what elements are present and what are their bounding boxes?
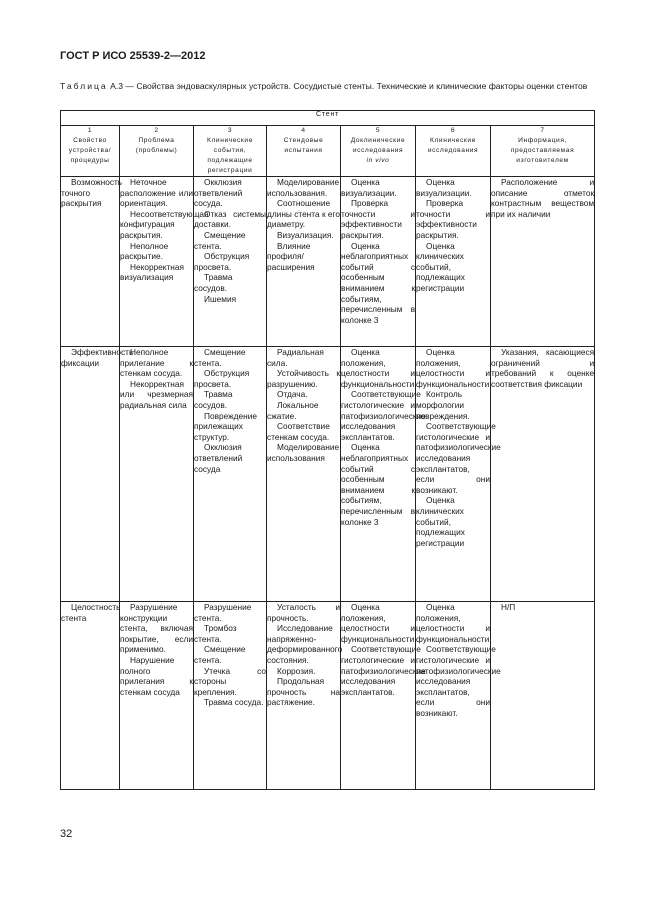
cell-paragraph: Проверка точности и эффективности раскрытия. [341, 198, 415, 240]
cell-paragraph: Обструкция просвета. [194, 251, 250, 272]
table-cell [491, 347, 595, 602]
group-header-stent: Стент [61, 111, 595, 126]
cell-paragraph: Разрушение конструкции стента, включая покрытие, если применимо. [120, 602, 193, 655]
column-title: Стендовые испытания [283, 137, 324, 154]
cell-paragraph: Травма сосудов. [194, 389, 233, 410]
cell-paragraph: Эффективность фиксации [61, 347, 134, 368]
column-title: Проблема (проблемы) [135, 137, 178, 154]
cell-paragraph: Указания, касающиеся ограничений и требований к оценке соответствия фиксации [491, 347, 595, 389]
cell-paragraph: Некорректная визуализация [120, 261, 184, 283]
cell-paragraph: Обструкция просвета. [194, 368, 250, 389]
table-cell [120, 602, 194, 790]
column-title: Клинические события, подлежащие регистрации [207, 137, 253, 174]
column-header [267, 126, 341, 177]
cell-paragraph: Оценка положения, целостности и функциональности. [341, 347, 417, 389]
caption-label: Таблица [60, 81, 108, 91]
cell-paragraph: Влияние профиля/ расширения [267, 240, 315, 272]
cell-paragraph: Локальное сжатие. [267, 399, 319, 421]
cell-paragraph: Смещение стента. [194, 644, 246, 665]
cell-paragraph: Целостность стента [61, 602, 121, 623]
document-header: ГОСТ Р ИСО 25539-2—2012 [60, 50, 206, 62]
table-row [61, 177, 595, 347]
table-cell [491, 602, 595, 790]
column-title: Свойство устройства/ процедуры [68, 137, 112, 164]
cell-paragraph: Окклюзия ответвлений сосуда. [194, 177, 243, 209]
column-title: Клинические исследования [427, 137, 479, 154]
cell-paragraph: Оценка клинических событий, подлежащих регистрации [416, 495, 465, 548]
column-header [61, 126, 120, 177]
cell-paragraph: Отказ системы доставки. [194, 208, 266, 230]
table-cell [194, 177, 267, 347]
table-cell [341, 347, 426, 602]
cell-paragraph: Смещение стента. [194, 229, 246, 251]
column-header [341, 126, 416, 177]
table-cell [61, 347, 134, 602]
cell-paragraph: Усталость и прочность. [267, 602, 340, 623]
cell-paragraph: Продольная прочность на растяжение. [267, 676, 340, 708]
column-number: 3 [227, 127, 233, 134]
cell-paragraph: Неполное прилегание к стенкам сосуда. [120, 347, 193, 379]
column-header-row [61, 126, 595, 177]
cell-paragraph: Отдача. [277, 389, 308, 400]
table-cell [416, 602, 501, 790]
column-header [120, 126, 194, 177]
cell-paragraph: Моделирование использования [267, 442, 340, 463]
cell-paragraph: Проверка точности и эффективности раскрытия. [416, 198, 490, 240]
cell-paragraph: Оценка визуализации. [341, 177, 397, 198]
table-cell [416, 347, 501, 602]
cell-paragraph: Оценка положения, целостности и функциональности. [416, 602, 492, 644]
cell-paragraph: Разрушение стента. [194, 602, 252, 623]
column-header [194, 126, 267, 177]
cell-paragraph: Оценка визуализации. [416, 177, 472, 198]
cell-paragraph: Моделирование использования. [267, 177, 340, 198]
cell-paragraph: Некорректная или чрезмерная радиальная сила [120, 378, 193, 410]
cell-paragraph: Соответствующие гистологические и патофизиологические исследования эксплантатов, если они возникают. [416, 421, 501, 495]
table-cell [120, 177, 209, 347]
cell-paragraph: Тромбоз стента. [194, 623, 237, 644]
column-number: 7 [540, 127, 545, 134]
cell-paragraph: Контроль морфологии повреждения. [416, 389, 470, 421]
cell-paragraph: Несоответствующая конфигурация раскрытия. [120, 208, 209, 240]
cell-paragraph: Оценка неблагоприятных событий с особенным вниманием к событиям, перечисленным в колонке 3 [341, 240, 415, 325]
column-title-italic: in vivo [366, 157, 390, 164]
cell-paragraph: Возможность точного раскрытия [61, 177, 123, 209]
cell-paragraph: Расположение и описание отметок контрастным веществом при их наличии [491, 177, 595, 219]
page-number: 32 [60, 828, 73, 840]
column-header [491, 126, 595, 177]
cell-paragraph: Радиальная сила. [267, 347, 324, 368]
column-title: Доклинические исследования [350, 137, 406, 154]
column-title: Информация, предоставляемая изготовителем [510, 137, 575, 164]
cell-paragraph: Визуализация. [277, 229, 334, 240]
cell-paragraph: Ишемия [204, 293, 237, 304]
cell-paragraph: Н/П [501, 602, 516, 612]
table-row [61, 347, 595, 602]
cell-paragraph: Травма сосуда. [204, 697, 264, 708]
table-caption [60, 80, 595, 92]
cell-paragraph: Устойчивость к разрушению. [267, 368, 340, 389]
cell-paragraph: Травма сосудов. [194, 272, 233, 293]
table-cell [341, 177, 416, 347]
cell-paragraph: Исследование напряженно-деформированного состояния. [267, 623, 343, 665]
cell-paragraph: Соотношение длины стента к его диаметру. [267, 198, 340, 230]
cell-paragraph: Оценка неблагоприятных событий с особенным вниманием к событиям, перечисленным в колонке 3 [341, 442, 415, 527]
column-number: 5 [375, 127, 381, 134]
cell-paragraph: Повреждение прилежащих структур. [194, 410, 257, 442]
table-cell [194, 602, 267, 790]
cell-paragraph: Оценка положения, целостности и функциональности. [416, 347, 492, 389]
cell-paragraph: Окклюзия ответвлений сосуда [194, 442, 243, 474]
table-cell [267, 602, 341, 790]
caption-text: А.3 — Свойства эндоваскулярных устройств. Сосудистые стенты. Технические и клинические факторы оценки стентов [107, 81, 588, 91]
cell-paragraph: Оценка клинических событий, подлежащих регистрации [416, 240, 465, 293]
table-cell [194, 347, 267, 602]
cell-paragraph: Соответствующие гистологические и патофизиологические исследования эксплантатов. [341, 644, 426, 697]
column-number: 1 [87, 127, 93, 134]
column-header [416, 126, 491, 177]
column-number: 6 [450, 127, 456, 134]
cell-paragraph: Коррозия. [277, 665, 316, 676]
table-cell [120, 347, 194, 602]
column-number: 4 [301, 127, 306, 134]
cell-paragraph: Неточное расположение или ориентация. [120, 177, 193, 209]
cell-paragraph: Нарушение полного прилегания к стенкам сосуда [120, 654, 193, 697]
table-cell [61, 602, 120, 790]
table-row [61, 602, 595, 790]
cell-paragraph: Смещение стента. [194, 347, 246, 368]
table-cell [491, 177, 595, 347]
table-cell [267, 347, 341, 602]
cell-paragraph: Соответствующие гистологические и патофизиологические исследования эксплантатов. [341, 389, 426, 442]
column-number: 2 [154, 127, 159, 134]
table-cell [267, 177, 341, 347]
cell-paragraph: Оценка положения, целостности и функциональности. [341, 602, 417, 644]
cell-paragraph: Утечка со стороны крепления. [194, 665, 266, 697]
table-body [61, 177, 595, 790]
table-cell [341, 602, 426, 790]
table-cell [416, 177, 491, 347]
cell-paragraph: Соответствие стенкам сосуда. [267, 421, 330, 442]
stent-factors-table [60, 110, 595, 790]
cell-paragraph: Соответствующие гистологические и патофизиологические исследования эксплантатов, если они возникают. [416, 644, 501, 718]
cell-paragraph: Неполное раскрытие. [120, 240, 169, 262]
table-cell [61, 177, 123, 347]
